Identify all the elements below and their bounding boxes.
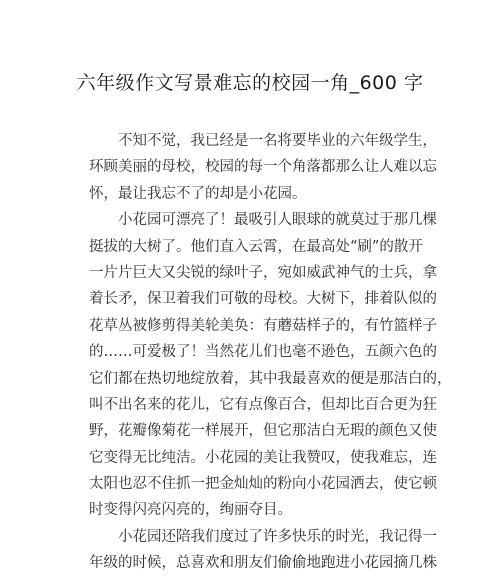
document-title: 六年级作文写景难忘的校园一角_600 字	[76, 72, 424, 94]
text-line: 花草丛被修剪得美轮美奂：有蘑菇样子的，有竹篮样子	[89, 317, 437, 334]
paragraph-3	[89, 524, 437, 577]
text-line: 野，花瓣像菊花一样展开，但它那洁白无瑕的颜色又使	[89, 423, 437, 440]
text-line: 它变得无比纯洁。小花园的美让我赞叹，使我难忘，连	[89, 449, 437, 466]
text-line: 不知不觉，我已经是一名将要毕业的六年级学生，	[89, 133, 437, 149]
text-line: 它们都在热切地绽放着，其中我最喜欢的便是那洁白的，	[89, 370, 452, 387]
text-line: 小花园还陪我们度过了许多快乐的时光，我记得一	[89, 528, 437, 545]
paragraph-2	[89, 207, 452, 524]
text-line: 年级的时候，总喜欢和朋友们偷偷地跑进小花园摘几株	[89, 555, 437, 572]
text-line: 小花园可漂亮了！最吸引人眼球的就莫过于那几棵	[89, 212, 437, 229]
text-line: 叫不出名来的花儿，它有点像百合，但却比百合更为狂	[89, 396, 437, 413]
text-line: 挺拔的大树了。他们直入云霄，在最高处“刷”的散开	[89, 238, 423, 255]
text-line: 怀，最让我忘不了的却是小花园。	[89, 185, 307, 202]
text-line: 的……可爱极了！当然花儿们也毫不逊色，五颜六色的	[89, 344, 437, 361]
text-line: 环顾美丽的母校，校园的每一个角落都那么让人难以忘	[89, 159, 437, 176]
document-body	[89, 128, 452, 577]
text-line: 时变得闪亮闪亮的，绚丽夺目。	[89, 502, 292, 519]
text-line: 着长矛，保卫着我们可敬的母校。大树下，排着队似的	[89, 291, 437, 308]
paragraph-1	[89, 128, 437, 207]
text-line: 一片片巨大又尖锐的绿叶子，宛如威武神气的士兵，拿	[89, 264, 437, 281]
text-line: 太阳也忍不住抓一把金灿灿的粉向小花园洒去，使它顿	[89, 476, 437, 493]
